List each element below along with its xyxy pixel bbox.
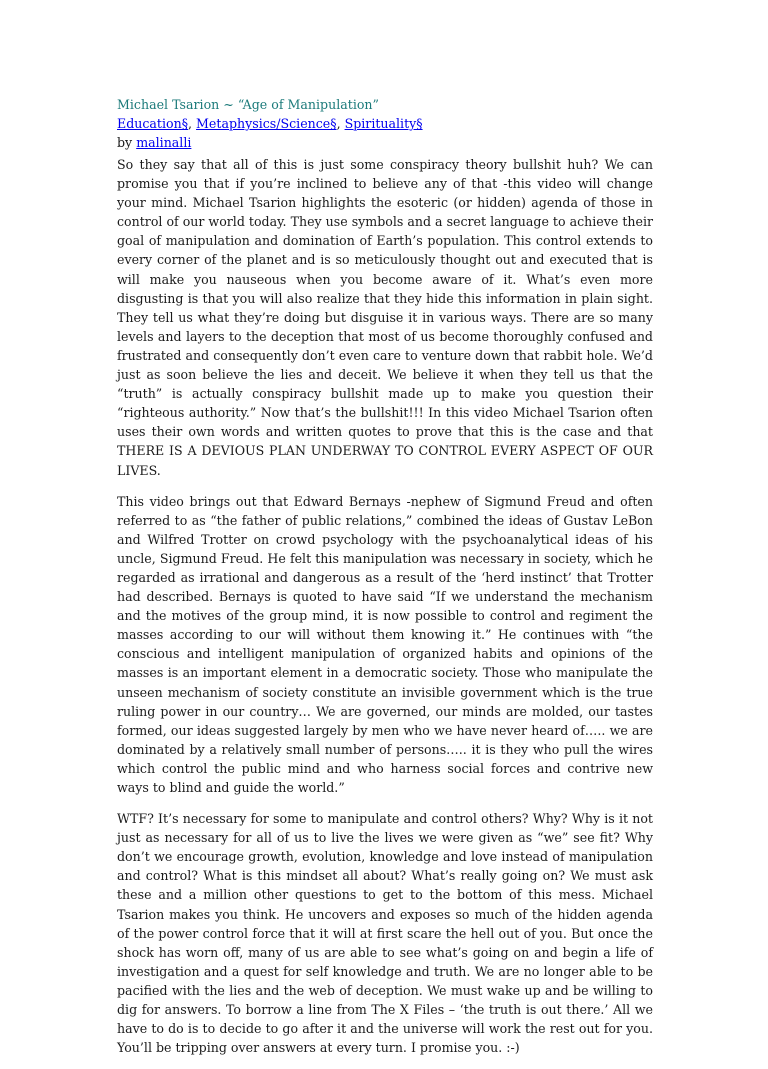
by-label: by xyxy=(117,135,137,150)
paragraph-intro: So they say that all of this is just some conspiracy theory bullshit huh? We can promise you that if you’re inclined to believe any of that -this video will change your mind. Michael Tsarion highlights the esoteric (or hidden) agenda of those in control of our world today. They use symbols and a secret language to achieve their goal of manipulation and domination of Earth’s population. This control extends to every corner of the planet and is so meticulously thought out and executed that is will make you nauseous when you become aware of it. What’s even more disgusting is that you will also realize that they hide this information in plain sight. They tell us what they’re doing but disguise it in various ways. There are so many levels and layers to the deception that most of us become thoroughly confused and frustrated and consequently don’t even care to venture down that rabbit hole. We’d just as soon believe the lies and deceit. We believe it when they tell us that the “truth” is actually conspiracy bullshit made up to make you question their “righteous authority.” Now that’s the bullshit!!! In this video Michael Tsarion often uses their own words and written quotes to prove that this is the case and that THERE IS A DEVIOUS PLAN UNDERWAY TO CONTROL EVERY ASPECT OF OUR LIVES. xyxy=(117,157,653,478)
category-link-education[interactable]: Education§ xyxy=(117,116,189,131)
paragraph-conclusion: WTF? It’s necessary for some to manipulate and control others? Why? Why is it not just as necessary for all of us to live the lives we were given as “we” see fit? Why don’t we encourage growth, evolution, knowledge and love instead of manipulation and control? What is this mindset all about? What’s really going on? We must ask these and a million other questions to get to the bottom of this mess. Michael Tsarion makes you think. He uncovers and exposes so much of the hidden agenda of the power control force that it will at first scare the hell out of you. But once the shock has worn off, many of us are able to see what’s going on and begin a life of investigation and a quest for self knowledge and truth. We are no longer able to be pacified with the lies and the web of deception. We must wake up and be willing to dig for answers. To borrow a line from The X Files – ‘the truth is out there.’ All we have to do is to decide to go after it and the universe will work the rest out for you. You’ll be tripping over answers at every turn. I promise you. :-) xyxy=(117,811,653,1056)
category-link-metaphysics-science[interactable]: Metaphysics/Science§ xyxy=(196,116,337,131)
category-separator: , xyxy=(188,116,197,131)
category-list xyxy=(117,114,653,133)
author-link[interactable]: malinalli xyxy=(136,135,192,150)
category-separator: , xyxy=(336,116,345,131)
paragraph-bernays: This video brings out that Edward Bernays -nephew of Sigmund Freud and often referred to as “the father of public relations,” combined the ideas of Gustav LeBon and Wilfred Trotter on crowd psychology with the psychoanalytical ideas of his uncle, Sigmund Freud. He felt this manipulation was necessary in society, which he regarded as irrational and dangerous as a result of the ‘herd instinct’ that Trotter had described. Bernays is quoted to have said “If we understand the mechanism and the motives of the group mind, it is now possible to control and regiment the masses according to our will without them knowing it.” He continues with “the conscious and intelligent manipulation of organized habits and opinions of the masses is an important element in a democratic society. Those who manipulate the unseen mechanism of society constitute an invisible government which is the true ruling power in our country… We are governed, our minds are molded, our tastes formed, our ideas suggested largely by men who we have never heard of….. we are dominated by a relatively small number of persons….. it is they who pull the wires which control the public mind and who harness social forces and contrive new ways to blind and guide the world.” xyxy=(117,493,653,795)
article xyxy=(117,95,653,1069)
article-title: Michael Tsarion ~ “Age of Manipulation” xyxy=(117,97,379,112)
byline xyxy=(117,133,653,152)
category-link-spirituality[interactable]: Spirituality§ xyxy=(344,116,423,131)
